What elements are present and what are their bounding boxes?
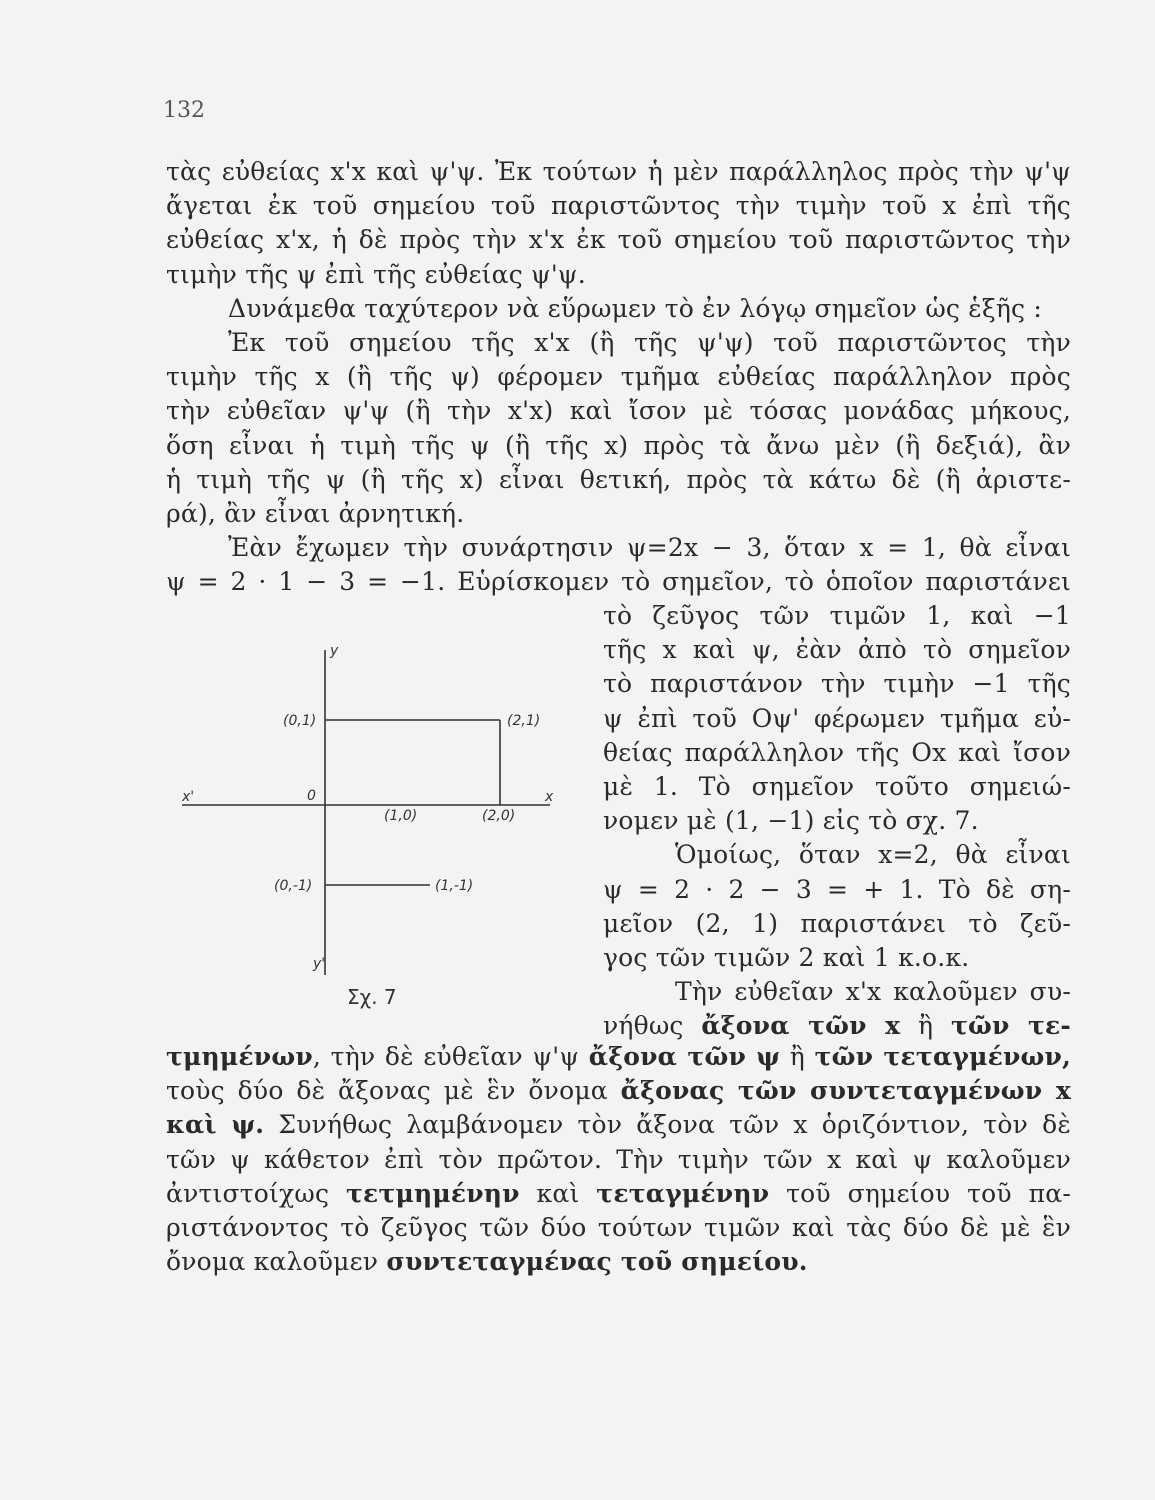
figure-caption: Σχ. 7 bbox=[347, 985, 397, 1009]
text-line: εὐθείας x'x, ἡ δὲ πρὸς τὴν x'x ἐκ τοῦ σημείου τοῦ παριστῶντος τὴν bbox=[166, 225, 1071, 255]
axes-diagram bbox=[170, 635, 554, 1005]
label-point-0-1: (0,1) bbox=[283, 713, 317, 729]
text-line: ἄγεται ἐκ τοῦ σημείου τοῦ παριστῶντος τὴν τιμὴν τοῦ x ἐπὶ τῆς bbox=[166, 191, 1071, 221]
top-text bbox=[166, 155, 1071, 600]
label-point-1-0: (1,0) bbox=[384, 808, 418, 824]
text-line: ψ = 2 · 1 − 3 = −1. Εὑρίσκομεν τὸ σημεῖον, τὸ ὁποῖον παριστάνει bbox=[166, 567, 1071, 597]
text-line: ψ ἐπὶ τοῦ Οψ' φέρωμεν τμῆμα εὐ- bbox=[603, 703, 1071, 733]
label-point-1-minus-1: (1,-1) bbox=[435, 878, 474, 894]
text-line: θείας παράλληλον τῆς Οx καὶ ἴσον bbox=[603, 737, 1071, 767]
label-x: x bbox=[545, 789, 554, 805]
text-line: ριστάνοντος τὸ ζεῦγος τῶν δύο τούτων τιμῶν καὶ τὰς δύο δὲ μὲ ἓν bbox=[166, 1213, 1071, 1243]
text-line: τμημένων, τὴν δὲ εὐθεῖαν ψ'ψ ἄξονα τῶν ψ ἢ τῶν τεταγμένων, bbox=[166, 1042, 1071, 1071]
page-number: 132 bbox=[163, 98, 205, 123]
text-line: τὸ ζεῦγος τῶν τιμῶν 1, καὶ −1 bbox=[603, 601, 1071, 630]
text-line: τὰς εὐθείας x'x καὶ ψ'ψ. Ἐκ τούτων ἡ μὲν παράλληλος πρὸς τὴν ψ'ψ bbox=[166, 157, 1071, 186]
coordinate-figure bbox=[170, 635, 554, 1005]
text-line: Ἐκ τοῦ σημείου τῆς x'x (ἢ τῆς ψ'ψ) τοῦ παριστῶντος τὴν bbox=[228, 328, 1071, 358]
text-line: γος τῶν τιμῶν 2 καὶ 1 κ.ο.κ. bbox=[603, 943, 970, 973]
text-line: τῶν ψ κάθετον ἐπὶ τὸν πρῶτον. Τὴν τιμὴν τῶν x καὶ ψ καλοῦμεν bbox=[166, 1144, 1071, 1174]
text-line: ψ = 2 · 2 − 3 = + 1. Τὸ δὲ ση- bbox=[603, 874, 1071, 904]
text-line: ὄνομα καλοῦμεν συντεταγμένας τοῦ σημείου. bbox=[166, 1247, 808, 1277]
text-line: νήθως ἄξονα τῶν x ἢ τῶν τε- bbox=[603, 1011, 1071, 1041]
text-line: τὸ παριστάνον τὴν τιμὴν −1 τῆς bbox=[603, 669, 1071, 699]
label-point-2-1: (2,1) bbox=[507, 713, 541, 729]
text-line: Ἐὰν ἔχωμεν τὴν συνάρτησιν ψ=2x − 3, ὅταν x = 1, θὰ εἶναι bbox=[228, 533, 1071, 563]
label-origin: 0 bbox=[307, 788, 316, 804]
label-point-2-0: (2,0) bbox=[482, 808, 516, 824]
text-line: ρά), ἂν εἶναι ἀρνητική. bbox=[166, 499, 465, 529]
text-line: Τὴν εὐθεῖαν x'x καλοῦμεν συ- bbox=[675, 977, 1071, 1007]
label-point-0-minus-1: (0,-1) bbox=[274, 878, 313, 894]
text-line: ἡ τιμὴ τῆς ψ (ἢ τῆς x) εἶναι θετική, πρὸς τὰ κάτω δὲ (ἢ ἀριστε- bbox=[166, 464, 1071, 494]
label-y-prime: y' bbox=[313, 956, 326, 972]
bottom-text bbox=[166, 1040, 1071, 1279]
text-line: τιμὴν τῆς ψ ἐπὶ τῆς εὐθείας ψ'ψ. bbox=[166, 259, 586, 289]
label-x-prime: x' bbox=[182, 789, 195, 805]
text-line: καὶ ψ. Συνήθως λαμβάνομεν τὸν ἄξονα τῶν x ὁριζόντιον, τὸν δὲ bbox=[166, 1110, 1071, 1140]
text-line: τῆς x καὶ ψ, ἐὰν ἀπὸ τὸ σημεῖον bbox=[603, 635, 1071, 665]
text-line: ὅση εἶναι ἡ τιμὴ τῆς ψ (ἢ τῆς x) πρὸς τὰ ἄνω μὲν (ἢ δεξιά), ἂν bbox=[166, 430, 1071, 460]
text-line: νομεν μὲ (1, −1) εἰς τὸ σχ. 7. bbox=[603, 806, 979, 836]
text-line: τιμὴν τῆς x (ἢ τῆς ψ) φέρομεν τμῆμα εὐθείας παράλληλον πρὸς bbox=[166, 362, 1071, 392]
text-line: Δυνάμεθα ταχύτερον νὰ εὕρωμεν τὸ ἐν λόγῳ σημεῖον ὡς ἑξῆς : bbox=[228, 293, 1043, 323]
text-line: Ὁμοίως, ὅταν x=2, θὰ εἶναι bbox=[675, 840, 1071, 870]
text-line: τοὺς δύο δὲ ἄξονας μὲ ἓν ὄνομα ἄξονας τῶν συντεταγμένων x bbox=[166, 1076, 1071, 1106]
text-line: μὲ 1. Τὸ σημεῖον τοῦτο σημειώ- bbox=[603, 772, 1071, 802]
wrap-text bbox=[603, 599, 1071, 1044]
text-line: τὴν εὐθεῖαν ψ'ψ (ἢ τὴν x'x) καὶ ἴσον μὲ τόσας μονάδας μήκους, bbox=[166, 396, 1071, 426]
text-line: μεῖον (2, 1) παριστάνει τὸ ζεῦ- bbox=[603, 908, 1071, 938]
label-y: y bbox=[330, 643, 339, 659]
text-line: ἀντιστοίχως τετμημένην καὶ τεταγμένην τοῦ σημείου τοῦ πα- bbox=[166, 1178, 1071, 1208]
